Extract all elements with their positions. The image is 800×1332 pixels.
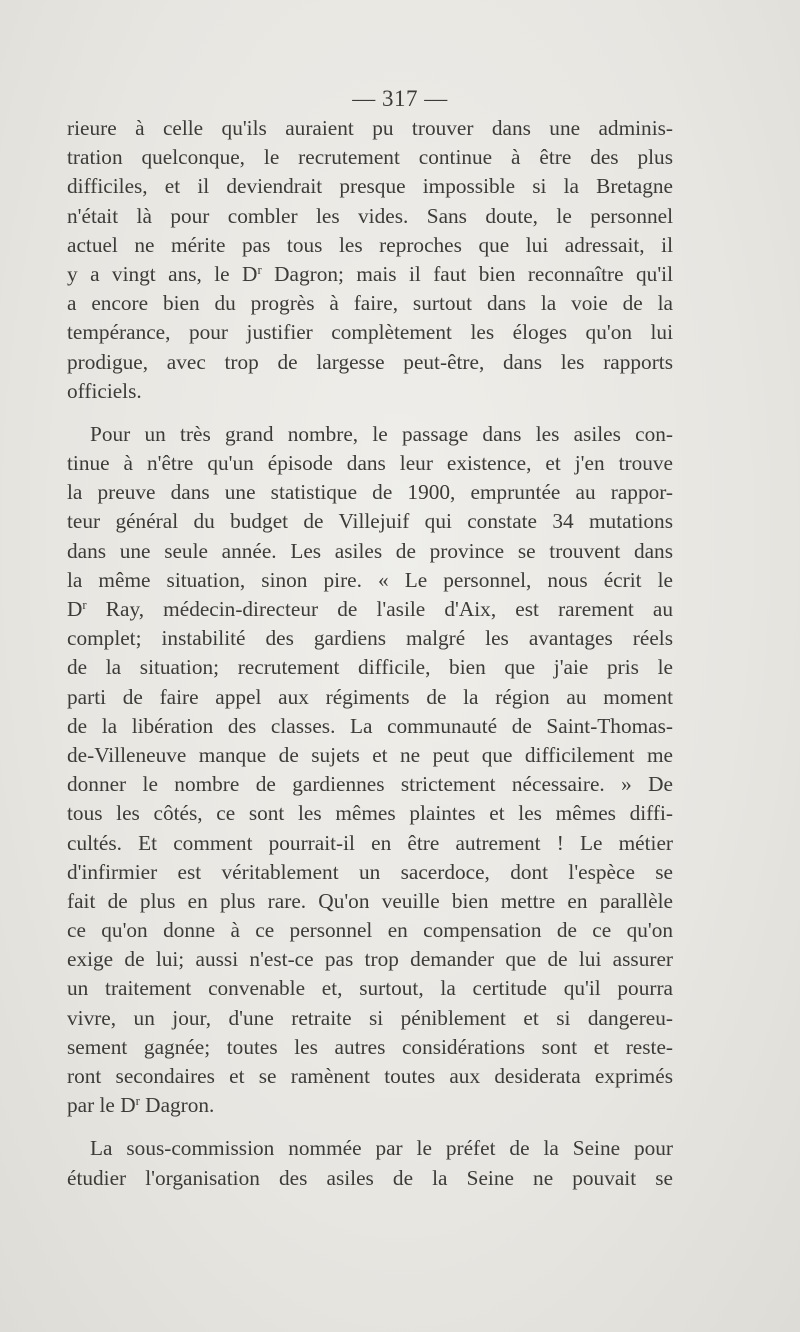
text-line: exige de lui; aussi n'est-ce pas trop demander que de lui assurer (67, 947, 673, 972)
text-fragment: Dagron; mais il faut bien reconnaître qu'il (261, 261, 673, 286)
page-number: — 317 — (352, 86, 448, 111)
text-line: La sous-commission nommée par le préfet de la Seine pour (90, 1136, 673, 1161)
text-line: difficiles, et il deviendrait presque impossible si la Bretagne (67, 174, 673, 199)
text-line: rieure à celle qu'ils auraient pu trouver dans une adminis- (67, 116, 673, 140)
text-line: officiels. (67, 378, 142, 403)
text-line: tous les côtés, ce sont les mêmes plaintes et les mêmes diffi- (67, 801, 673, 826)
superscript: r (82, 597, 87, 612)
text-line: parti de faire appel aux régiments de la région au moment (67, 684, 673, 709)
text-line: tration quelconque, le recrutement continue à être des plus (67, 145, 673, 170)
text-line: sement gagnée; toutes les autres considérations sont et reste- (67, 1034, 673, 1059)
text-line: actuel ne mérite pas tous les reproches que lui adressait, il (67, 232, 673, 257)
text-line: d'infirmier est véritablement un sacerdoce, dont l'espèce se (67, 859, 673, 884)
paragraph-3 (67, 1134, 673, 1192)
text-line: dans une seule année. Les asiles de province se trouvent dans (67, 538, 673, 563)
paragraph-1 (67, 114, 673, 406)
text-line (67, 1091, 673, 1120)
text-line: de-Villeneuve manque de sujets et ne peut que difficilement me (67, 742, 673, 767)
text-line: teur général du budget de Villejuif qui constate 34 mutations (67, 509, 673, 534)
text-fragment: D (67, 597, 83, 621)
text-line: donner le nombre de gardiennes strictement nécessaire. » De (67, 772, 673, 797)
superscript: r (135, 1094, 140, 1109)
text-line: Pour un très grand nombre, le passage dans les asiles con- (90, 421, 673, 446)
text-line: ront secondaires et se ramènent toutes aux desiderata exprimés (67, 1064, 673, 1088)
text-line: la preuve dans une statistique de 1900, empruntée au rappor- (67, 480, 673, 505)
text-line: la même situation, sinon pire. « Le personnel, nous écrit le (67, 567, 673, 592)
text-line (67, 260, 673, 289)
text-line: prodigue, avec trop de largesse peut-être, dans les rapports (67, 349, 673, 374)
text-line: a encore bien du progrès à faire, surtout dans la voie de la (67, 291, 673, 316)
body-text (67, 114, 673, 1193)
paragraph-2 (67, 420, 673, 1121)
superscript: r (257, 262, 262, 277)
text-fragment: Dagron. (139, 1093, 215, 1118)
text-line: de la libération des classes. La communauté de Saint-Thomas- (67, 713, 673, 738)
text-line: n'était là pour combler les vides. Sans doute, le personnel (67, 203, 673, 228)
text-line: complet; instabilité des gardiens malgré les avantages réels (67, 626, 673, 651)
text-fragment: Ray, médecin-directeur de l'asile d'Aix, est rarement au (86, 597, 673, 621)
text-line: cultés. Et comment pourrait-il en être autrement ! Le métier (67, 830, 673, 855)
text-line (67, 595, 673, 624)
text-line: fait de plus en plus rare. Qu'on veuille bien mettre en parallèle (67, 888, 673, 913)
text-fragment: y a vingt ans, le D (67, 261, 258, 286)
text-line: un traitement convenable et, surtout, la certitude qu'il pourra (67, 976, 673, 1001)
text-line: vivre, un jour, d'une retraite si péniblement et si dangereu- (67, 1005, 673, 1030)
text-fragment: par le D (67, 1093, 136, 1118)
text-line: tinue à n'être qu'un épisode dans leur existence, et j'en trouve (67, 451, 673, 476)
text-line: tempérance, pour justifier complètement les éloges qu'on lui (67, 320, 673, 345)
text-line: ce qu'on donne à ce personnel en compensation de ce qu'on (67, 918, 673, 943)
text-line: étudier l'organisation des asiles de la Seine ne pouvait se (67, 1165, 673, 1190)
paragraph-gap (67, 406, 673, 420)
paragraph-gap (67, 1120, 673, 1134)
text-line: de la situation; recrutement difficile, bien que j'aie pris le (67, 655, 673, 680)
